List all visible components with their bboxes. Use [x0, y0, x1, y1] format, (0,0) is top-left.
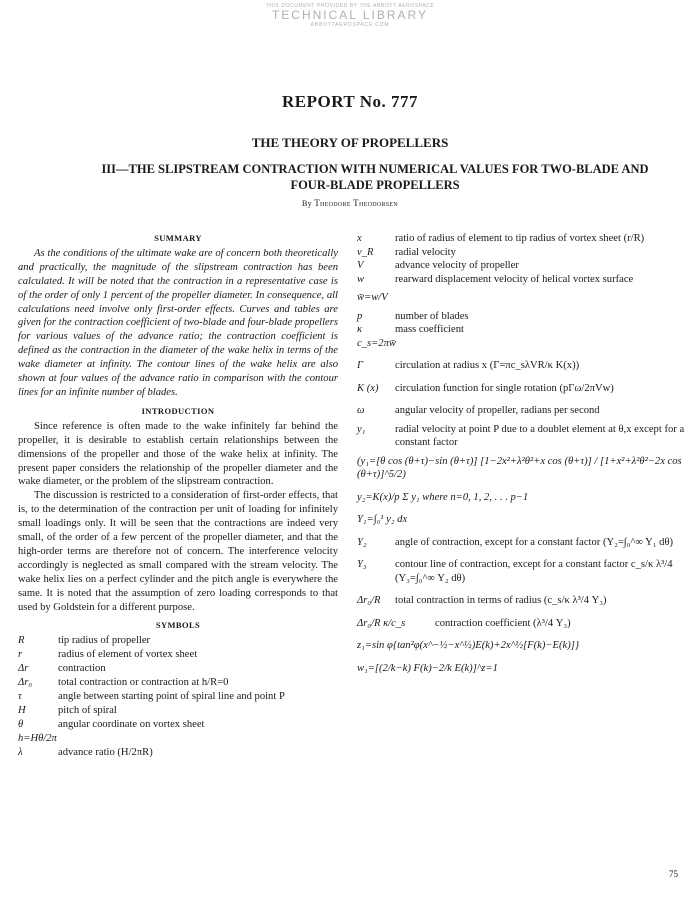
- symbol-row: [18, 732, 338, 746]
- symbol-formula: h=Hθ/2π: [18, 732, 57, 744]
- symbol-row: [357, 423, 687, 450]
- summary-text: As the conditions of the ultimate wake are of concern both theoretically and practically, the magnitude of the slipstream contraction has been calculated. It will be noted that the contraction in a representative case is of the order of only 1 percent of the propeller diameter. In consequence, all calculations need involve only first-order effects. Curves and tables are given for the contraction coefficient of two-blade and four-blade propellers for various values of the advance ratio; the contraction coefficient is defined as the contraction in the diameter of the wake helix in terms of the wake diameter at infinity. The contour lines of the wake helix are also shown at four values of the advance ratio in comparison with the contour lines for an infinite number of blades.: [18, 247, 338, 398]
- symbol-desc: tip radius of propeller: [58, 635, 151, 647]
- symbol-row: [357, 232, 687, 246]
- symbol-key: v_R: [357, 246, 374, 258]
- symbol-desc: rearward displacement velocity of helical vortex surface: [395, 273, 634, 285]
- paper-title: THE THEORY OF PROPELLERS: [251, 135, 449, 150]
- symbols-list-left: [18, 634, 338, 759]
- byline: [0, 198, 700, 208]
- formula-row: [357, 662, 687, 676]
- symbol-desc: total contraction in terms of radius (c_s/κ λ³/4 Y₃): [395, 595, 607, 606]
- introduction-heading: INTRODUCTION: [141, 405, 215, 416]
- symbols-heading: SYMBOLS: [155, 620, 201, 631]
- symbol-row: [357, 382, 687, 396]
- intro-paragraph-2: The discussion is restricted to a consideration of first-order effects, that is, to the determination of the contraction per unit of loading for infinitely small loadings only. It will be seen that the contractions are indeed very small, of the order of a few percent of the propeller diameter, and that the high-order terms are therefore not of concern. The interference velocity accordingly is neglected as small compared with the stream velocity. The wake helix lies on a perfect cylinder and the pitch angle is everywhere the same. It is noted that the assumption of zero loading corresponds to that used by Goldstein for a different purpose.: [18, 490, 338, 613]
- symbol-desc: angle between starting point of spiral line and point P: [58, 691, 285, 702]
- symbol-key: Δr₀: [18, 677, 33, 689]
- symbol-formula: c_s=2πw̄: [357, 337, 396, 349]
- symbol-row: [18, 676, 338, 690]
- summary-heading: SUMMARY: [154, 233, 202, 243]
- symbol-row: [18, 662, 338, 676]
- symbol-desc: contraction: [58, 663, 106, 675]
- symbol-row: [357, 246, 687, 260]
- symbol-desc: angle of contraction, except for a constant factor (Y₂=∫₀^∞ Y₁ dθ): [395, 536, 674, 548]
- symbol-desc: total contraction or contraction at h/R=0: [58, 677, 229, 689]
- symbol-desc: contour line of contraction, except for a constant factor c_s/κ λ³/4 (Y₃=∫₀^∞ Y₂ dθ): [395, 559, 673, 584]
- symbol-row: [357, 273, 687, 287]
- symbol-desc: angular coordinate on vortex sheet: [58, 718, 205, 730]
- symbol-row: [357, 337, 687, 351]
- symbol-desc: number of blades: [395, 310, 469, 322]
- symbol-key: Γ: [357, 360, 364, 371]
- symbol-row: [357, 594, 687, 608]
- symbol-key: ω: [357, 405, 365, 416]
- Y1-formula: Y₁=∫₀¹ y₂ dx: [357, 514, 408, 525]
- watermark-line3: ABBOTTAEROSPACE.COM: [310, 22, 390, 28]
- introduction-body: [18, 420, 338, 615]
- symbol-key: p: [357, 310, 363, 322]
- symbol-row: [18, 648, 338, 662]
- symbol-desc: radial velocity: [395, 246, 456, 258]
- symbol-desc: ratio of radius of element to tip radius of vortex sheet (r/R): [395, 233, 645, 244]
- symbol-key: V: [357, 260, 364, 271]
- symbol-key: Y₃: [357, 559, 367, 570]
- symbol-desc: pitch of spiral: [58, 704, 117, 716]
- symbol-key: x: [357, 233, 362, 244]
- library-watermark: [0, 3, 700, 28]
- symbol-desc: circulation function for single rotation (pΓω/2πVw): [395, 382, 614, 394]
- symbol-row: [357, 259, 687, 273]
- symbol-key: H: [18, 704, 26, 716]
- symbol-row: [357, 404, 687, 418]
- symbol-row: [357, 536, 687, 550]
- symbol-key: κ: [357, 324, 363, 335]
- symbol-row: [18, 718, 338, 732]
- watermark-line1: THIS DOCUMENT PROVIDED BY THE ABBOTT AEROSPACE: [265, 3, 435, 9]
- z1-formula: z₁=sin φ{tan²φ(x^−½−x^½)E(k)+2x^½[F(k)−E(k)]}: [357, 640, 580, 651]
- w1-formula: w₁=[(2/k−k) F(k)−2/k E(k)]^z=1: [357, 662, 498, 674]
- author-name: Theodore Theodorsen: [314, 198, 399, 208]
- watermark-line2: TECHNICAL LIBRARY: [271, 8, 429, 22]
- symbol-row: [357, 323, 687, 337]
- symbol-key: θ: [18, 718, 24, 730]
- symbol-row: [357, 359, 687, 373]
- symbol-row: [18, 634, 338, 648]
- left-column: [18, 232, 338, 760]
- symbol-row: [357, 558, 687, 585]
- symbol-key: λ: [18, 746, 23, 758]
- report-number: REPORT No. 777: [282, 92, 418, 111]
- symbol-row: [18, 690, 338, 704]
- byline-by: By: [301, 199, 312, 208]
- symbol-formula: w̄=w/V: [357, 292, 388, 303]
- symbol-desc: circulation at radius x (Γ=πc_sλVR/κ K(x)): [395, 360, 580, 371]
- symbol-row: [357, 617, 687, 631]
- symbol-desc: angular velocity of propeller, radians per second: [395, 405, 600, 416]
- symbol-row: [357, 310, 687, 324]
- y2-formula: y₂=K(x)/p Σ y₁ where n=0, 1, 2, . . . p−1: [357, 491, 529, 503]
- symbol-desc: radial velocity at point P due to a doublet element at θ,x except for a constant factor: [395, 423, 685, 448]
- subtitle-line1: III—THE SLIPSTREAM CONTRACTION WITH NUMERICAL VALUES FOR TWO-BLADE AND: [101, 162, 649, 176]
- symbol-desc: advance ratio (H/2πR): [58, 746, 153, 758]
- symbol-desc: contraction coefficient (λ³/4 Y₃): [435, 617, 571, 629]
- page-number: 75: [669, 869, 678, 879]
- symbol-key: w: [357, 273, 365, 285]
- symbol-key: R: [18, 635, 25, 647]
- symbol-key: Δr: [18, 663, 29, 675]
- symbol-key: y₁: [357, 423, 366, 435]
- symbol-key: K (x): [357, 382, 379, 394]
- paper-subtitle: [60, 161, 690, 193]
- formula-row: [357, 639, 687, 653]
- formula-row: [357, 513, 687, 527]
- y1-formula: (y₁=[θ cos (θ+τ)−sin (θ+τ)] [1−2x²+λ²θ²+x cos (θ+τ)] / [1+x²+λ²θ²−2x cos (θ+τ)]^5/2): [357, 455, 682, 480]
- formula-row: [357, 455, 687, 482]
- symbol-key: Δr₀/R κ/c_s: [357, 617, 406, 629]
- symbol-key: τ: [18, 691, 22, 702]
- symbol-desc: mass coefficient: [395, 324, 464, 335]
- symbol-desc: radius of element of vortex sheet: [58, 649, 198, 661]
- symbol-key: Y₂: [357, 536, 367, 548]
- intro-paragraph-1: Since reference is often made to the wake infinitely far behind the propeller, it is desirable to establish certain relationships between the dimensions of the propeller and those of the wake helix at infinity. The present paper considers the relationship of the propeller diameter and the wake diameter, or the problem of the slipstream contraction.: [18, 420, 338, 488]
- subtitle-line2: FOUR-BLADE PROPELLERS: [290, 178, 460, 192]
- symbol-row: [18, 704, 338, 718]
- symbol-desc: advance velocity of propeller: [395, 260, 519, 271]
- symbol-row: [357, 291, 687, 305]
- formula-row: [357, 491, 687, 505]
- symbol-key: r: [18, 649, 23, 661]
- symbol-key: Δr₀/R: [357, 595, 381, 606]
- symbol-row: [18, 746, 338, 760]
- right-column: [357, 232, 687, 675]
